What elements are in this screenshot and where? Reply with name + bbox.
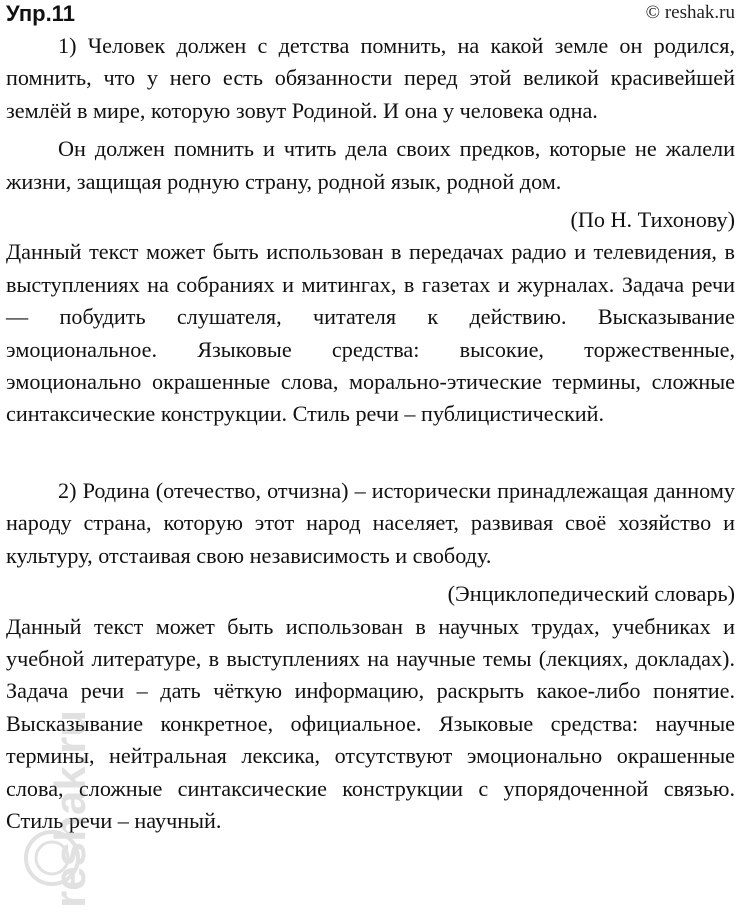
- section1-paragraph2: Он должен помнить и чтить дела своих предков, которые не жалели жизни, защищая родную страну, родной язык, родной дом.: [6, 136, 735, 194]
- section2-analysis: Данный текст может быть использован в научных трудах, учебниках и учебной литературе, в выступлениях на научные темы (лекциях, докладах). Задача речи – дать чёткую информацию, раскрыть какое-либо понятие. Высказывание конкретное, официальное. Языковые средства: научные термины, нейтральная лексика, отсутствуют эмоционально окрашенные слова, сложные синтаксические конструкции с упорядоченной связью. Стиль речи – научный.: [6, 613, 735, 833]
- section1-paragraph1: 1) Человек должен с детства помнить, на какой земле он родился, помнить, что у него есть обязанности перед этой великой красивейшей землёй в мире, которую зовут Родиной. И она у человека одна.: [6, 33, 735, 123]
- page-header: [6, 0, 735, 30]
- document-page: [6, 0, 735, 837]
- exercise-title: Упр.11: [6, 1, 75, 26]
- section1-source: (По Н. Тихонову): [570, 207, 735, 233]
- watermark-text: reshak.ru: [46, 709, 95, 908]
- copyright-notice: © reshak.ru: [645, 2, 735, 23]
- section1-analysis: Данный текст может быть использован в передачах радио и телевидения, в выступлениях на собраниях и митингах, в газетах и журналах. Задача речи — побудить слушателя, читателя к действию. Высказывание эмоциональное. Языковые средства: высокие, торжественные, эмоционально окрашенные слова, морально-этические термины, сложные синтаксические конструкции. Стиль речи – публицистический.: [6, 239, 735, 427]
- section2-paragraph1: 2) Родина (отечество, отчизна) – исторически принадлежащая данному народу страна, которую этот народ населяет, развивая своё хозяйство и культуру, отстаивая свою независимость и свободу.: [6, 477, 735, 568]
- section2-source: (Энциклопедический словарь): [447, 581, 735, 607]
